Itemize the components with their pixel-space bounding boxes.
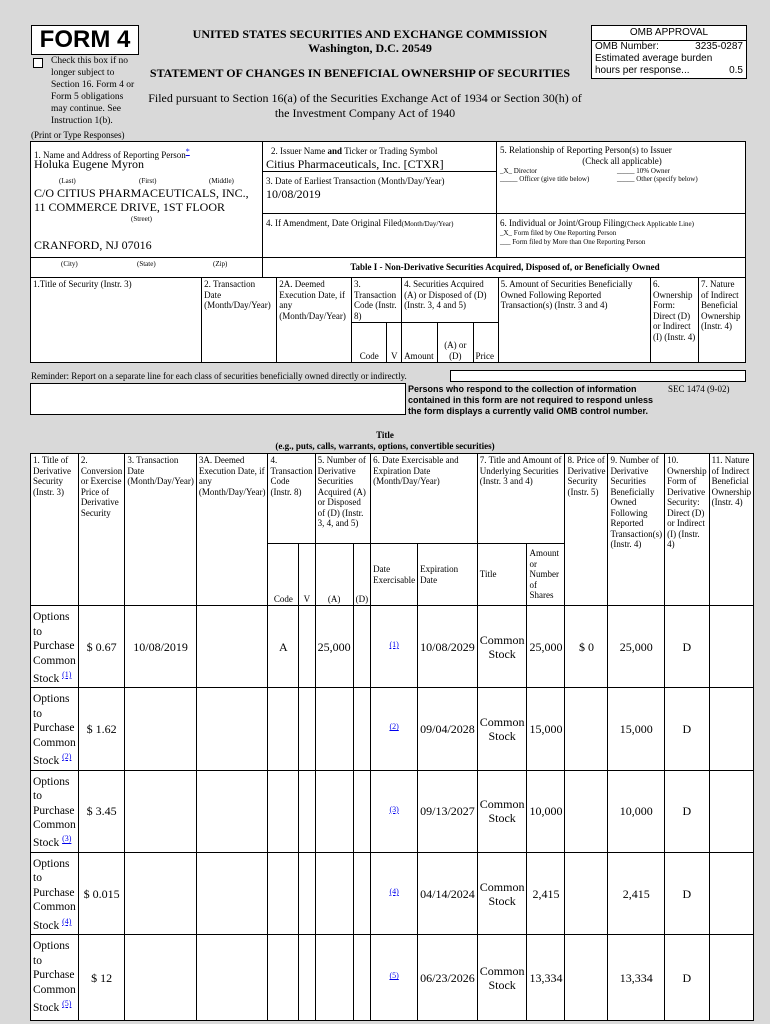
underlying-title: Common Stock xyxy=(479,797,525,826)
conversion-price: $ 0.015 xyxy=(83,886,120,901)
t2-form-cell xyxy=(665,935,710,1021)
director-check: _X_ Director xyxy=(500,167,538,175)
form-title: FORM 4 xyxy=(31,25,139,55)
t2-date xyxy=(125,935,197,1021)
last-caption: (Last) xyxy=(59,177,76,185)
t2-owned-cell xyxy=(608,935,665,1021)
table-row xyxy=(31,852,754,934)
t2-exp-cell xyxy=(418,852,478,934)
t2-owned-cell xyxy=(608,770,665,852)
t2-title-cell xyxy=(477,852,527,934)
t2-code-cell xyxy=(268,770,299,852)
t2-h7: 7. Title and Amount of Underlying Securities (Instr. 3 and 4) xyxy=(477,454,565,544)
t1-h6: 6. Ownership Form: Direct (D) or Indirect (I) (Instr. 4) xyxy=(650,278,698,363)
t2-form-cell xyxy=(665,606,710,688)
t2-p8-cell xyxy=(565,935,608,1021)
officer-check: _____ Officer (give title below) xyxy=(500,175,590,183)
relationship-box xyxy=(496,141,746,214)
t2-deemed xyxy=(196,935,268,1021)
box1-label: 1. Name and Address of Reporting Person xyxy=(34,150,186,160)
box5-label: 5. Relationship of Reporting Person(s) to Issuer xyxy=(500,145,672,155)
table2 xyxy=(30,453,754,1021)
derivative-price: $ 0 xyxy=(578,639,594,654)
t2-expiration: Expiration Date xyxy=(418,544,478,606)
other-check: _____ Other (specify below) xyxy=(617,175,698,183)
t2-p8-cell xyxy=(565,770,608,852)
t2-h9: 9. Number of Derivative Securities Beneficially Owned Following Reported Transaction(s) (Instr. 4) xyxy=(608,454,665,606)
omb-hours-label: hours per response... xyxy=(595,65,690,76)
t2-exercisable-cell xyxy=(371,606,418,688)
table2-title: Title xyxy=(376,430,394,440)
t2-nature-cell xyxy=(709,770,753,852)
t2-security xyxy=(31,606,79,688)
omb-number-label: OMB Number: xyxy=(595,41,659,52)
t2-price xyxy=(78,688,125,770)
t2-exercisable-cell xyxy=(371,770,418,852)
conversion-price: $ 3.45 xyxy=(86,804,117,819)
t2-code-cell xyxy=(268,606,299,688)
footnote-link[interactable]: (5) xyxy=(62,999,72,1009)
t2-date xyxy=(125,852,197,934)
footnote-link[interactable]: (1) xyxy=(62,670,72,679)
owned-following: 2,415 xyxy=(622,886,650,901)
agency-name: UNITED STATES SECURITIES AND EXCHANGE COMMISSION xyxy=(192,27,548,41)
table-row xyxy=(31,935,754,1021)
t2-title-cell xyxy=(477,770,527,852)
t1-amount: Amount xyxy=(402,323,438,363)
exercisable-footnote[interactable]: (1) xyxy=(389,640,399,650)
t2-deemed xyxy=(196,770,268,852)
persons-respond-note: Persons who respond to the collection of information contained in this form are not required to respond unless the form displays a currently valid OMB control number. xyxy=(408,384,654,416)
t2-h3: 3. Transaction Date (Month/Day/Year) xyxy=(125,454,197,606)
t2-v-cell xyxy=(299,770,315,852)
t2-h11: 11. Nature of Indirect Beneficial Ownership (Instr. 4) xyxy=(709,454,753,606)
t2-price xyxy=(78,606,125,688)
t2-a-cell xyxy=(315,852,353,934)
sec-form-number: SEC 1474 (9-02) xyxy=(668,384,730,394)
t2-v-cell xyxy=(299,606,315,688)
omb-burden-label: Estimated average burden xyxy=(595,53,713,64)
t2-d-cell xyxy=(353,770,371,852)
filing-type-box xyxy=(496,213,746,258)
omb-number-value: 3235-0287 xyxy=(695,41,743,52)
box3-label: 3. Date of Earliest Transaction (Month/Day/Year) xyxy=(266,176,445,186)
underlying-amount: 15,000 xyxy=(529,721,563,736)
t2-form-cell xyxy=(665,688,710,770)
t2-v-cell xyxy=(299,688,315,770)
city-caption: (City) xyxy=(61,260,78,268)
t2-a-cell xyxy=(315,935,353,1021)
security-title: Options to Purchase Common Stock xyxy=(33,940,76,1015)
t2-nature-cell xyxy=(709,852,753,934)
t2-title-cell xyxy=(477,688,527,770)
t2-h6: 6. Date Exercisable and Expiration Date (Month/Day/Year) xyxy=(371,454,478,544)
one-reporting-person: _X_ Form filed by One Reporting Person xyxy=(500,229,617,237)
expiration-date: 06/23/2026 xyxy=(420,970,475,985)
owned-following: 13,334 xyxy=(619,970,653,985)
t1-h1: 1.Title of Security (Instr. 3) xyxy=(31,278,202,363)
t2-deemed xyxy=(196,852,268,934)
t1-h5: 5. Amount of Securities Beneficially Owned Following Reported Transaction(s) (Instr. 3 and 4) xyxy=(498,278,650,363)
t2-exp-cell xyxy=(418,606,478,688)
t2-owned-cell xyxy=(608,852,665,934)
expiration-date: 09/13/2027 xyxy=(420,804,475,819)
box6-label-small: (Check Applicable Line) xyxy=(624,220,694,228)
owned-following: 10,000 xyxy=(619,804,653,819)
t2-h2: 2. Conversion or Exercise Price of Derivative Security xyxy=(78,454,125,606)
t2-deemed xyxy=(196,688,268,770)
t2-code-cell xyxy=(268,935,299,1021)
box5-sub: (Check all applicable) xyxy=(582,156,662,166)
t2-nature-cell xyxy=(709,688,753,770)
conversion-price: $ 1.62 xyxy=(86,721,117,736)
table-row xyxy=(31,606,754,688)
t2-price xyxy=(78,852,125,934)
ownership-form: D xyxy=(682,721,692,736)
box2-label-pre: 2. Issuer Name xyxy=(271,146,328,156)
t2-a: (A) xyxy=(315,544,353,606)
exercisable-footnote[interactable]: (2) xyxy=(389,722,399,732)
earliest-transaction-date: 10/08/2019 xyxy=(266,187,321,201)
t2-exp-cell xyxy=(418,935,478,1021)
t2-price xyxy=(78,935,125,1021)
t2-code: Code xyxy=(268,544,299,606)
t2-form-cell xyxy=(665,852,710,934)
t2-amount-shares: Amount or Number of Shares xyxy=(527,544,565,606)
reporting-person-name: Holuka Eugene Myron xyxy=(34,157,144,171)
t2-date xyxy=(125,688,197,770)
t2-h8: 8. Price of Derivative Security (Instr. 5) xyxy=(565,454,608,606)
owned-following: 25,000 xyxy=(619,639,653,654)
t1-h4: 4. Securities Acquired (A) or Disposed of (D) (Instr. 3, 4 and 5) xyxy=(402,278,499,323)
middle-caption: (Middle) xyxy=(209,177,234,185)
reminder-blank-box xyxy=(450,370,746,382)
table1-title: Table I - Non-Derivative Securities Acquired, Disposed of, or Beneficially Owned xyxy=(350,262,660,272)
no-longer-subject-checkbox[interactable] xyxy=(33,58,43,68)
t2-date xyxy=(125,770,197,852)
ownership-form: D xyxy=(682,886,692,901)
security-title: Options to Purchase Common Stock xyxy=(33,857,76,932)
box4-label: 4. If Amendment, Date Original Filed xyxy=(266,218,402,228)
table1-title-box xyxy=(262,257,746,278)
table-row xyxy=(31,688,754,770)
underlying-title: Common Stock xyxy=(479,963,525,992)
box4-label-small: (Month/Day/Year) xyxy=(401,220,454,228)
t2-amount-cell xyxy=(527,688,565,770)
checkbox-text: Check this box if no longer subject to Section 16. Form 4 or Form 5 obligations may continue. See Instruction 1(b). xyxy=(51,56,135,126)
t2-exp-cell xyxy=(418,770,478,852)
agency-location: Washington, D.C. 20549 xyxy=(308,41,432,55)
t2-a-cell xyxy=(315,606,353,688)
t2-d-cell xyxy=(353,935,371,1021)
t2-title-cell xyxy=(477,606,527,688)
street-caption: (Street) xyxy=(131,215,152,223)
expiration-date: 09/04/2028 xyxy=(420,721,475,736)
t2-form-cell xyxy=(665,770,710,852)
transaction-code: A xyxy=(279,639,288,654)
conversion-price: $ 0.67 xyxy=(86,639,117,654)
box2-label-and: and xyxy=(327,146,342,156)
reminder-note: Reminder: Report on a separate line for each class of securities beneficially owned directly or indirectly. xyxy=(31,371,407,381)
ownership-form: D xyxy=(682,804,692,819)
amendment-box xyxy=(262,213,497,258)
signature-blank-box xyxy=(30,383,406,415)
t1-h2a: 2A. Deemed Execution Date, if any (Month/Day/Year) xyxy=(277,278,352,363)
table-row xyxy=(31,770,754,852)
t2-p8-cell xyxy=(565,688,608,770)
t2-d: (D) xyxy=(353,544,371,606)
omb-title: OMB APPROVAL xyxy=(592,26,746,41)
underlying-amount: 10,000 xyxy=(529,804,563,819)
t2-security xyxy=(31,935,79,1021)
t2-h10: 10. Ownership Form of Derivative Security: Direct (D) or Indirect (I) (Instr. 4) xyxy=(665,454,710,606)
t2-a-cell xyxy=(315,688,353,770)
t2-deemed xyxy=(196,606,268,688)
earliest-transaction-box xyxy=(262,171,497,214)
security-title: Options to Purchase Common Stock xyxy=(33,693,76,768)
table2-subtitle: (e.g., puts, calls, warrants, options, convertible securities) xyxy=(275,441,495,451)
underlying-amount: 2,415 xyxy=(532,886,560,901)
t1-h7: 7. Nature of Indirect Beneficial Ownership (Instr. 4) xyxy=(698,278,745,363)
t1-price: Price xyxy=(473,323,498,363)
t2-code-cell xyxy=(268,688,299,770)
t2-owned-cell xyxy=(608,606,665,688)
footnote-link[interactable]: (3) xyxy=(62,834,72,844)
underlying-amount: 13,334 xyxy=(529,970,563,985)
t2-nature-cell xyxy=(709,935,753,1021)
footnote-link[interactable]: (4) xyxy=(62,916,72,926)
underlying-title: Common Stock xyxy=(479,632,525,661)
t2-security xyxy=(31,770,79,852)
ownership-form: D xyxy=(682,970,692,985)
omb-approval-box xyxy=(591,25,747,79)
t1-h3: 3. Transaction Code (Instr. 8) xyxy=(351,278,401,323)
filed-pursuant: Filed pursuant to Section 16(a) of the Securities Exchange Act of 1934 or Section 30(h) of the Investment Company Act of 1940 xyxy=(148,91,582,120)
print-type-note: (Print or Type Responses) xyxy=(31,130,125,140)
owned-following: 15,000 xyxy=(619,721,653,736)
t2-security xyxy=(31,852,79,934)
exercisable-footnote[interactable]: (4) xyxy=(389,887,399,897)
t1-code: Code xyxy=(351,323,386,363)
ownership-form: D xyxy=(682,639,692,654)
zip-caption: (Zip) xyxy=(213,260,228,268)
conversion-price: $ 12 xyxy=(91,970,113,985)
statement-title: STATEMENT OF CHANGES IN BENEFICIAL OWNERSHIP OF SECURITIES xyxy=(149,66,571,80)
ten-percent-owner-check: _____ 10% Owner xyxy=(617,167,670,175)
security-title: Options to Purchase Common Stock xyxy=(33,611,76,685)
box2-label-post: Ticker or Trading Symbol xyxy=(342,146,438,156)
t2-exp-cell xyxy=(418,688,478,770)
t2-d-cell xyxy=(353,606,371,688)
omb-hours-value: 0.5 xyxy=(729,65,743,76)
underlying-title: Common Stock xyxy=(479,879,525,908)
t2-exercisable-cell xyxy=(371,852,418,934)
reporting-person-box xyxy=(30,141,263,258)
t2-title-cell xyxy=(477,935,527,1021)
t2-p8-cell xyxy=(565,606,608,688)
underlying-title: Common Stock xyxy=(479,714,525,743)
t2-v-cell xyxy=(299,935,315,1021)
t2-owned-cell xyxy=(608,688,665,770)
t2-p8-cell xyxy=(565,852,608,934)
t2-amount-cell xyxy=(527,852,565,934)
underlying-amount: 25,000 xyxy=(529,639,563,654)
t2-amount-cell xyxy=(527,606,565,688)
transaction-date: 10/08/2019 xyxy=(133,639,188,654)
t2-amount-cell xyxy=(527,770,565,852)
issuer-name: Citius Pharmaceuticals, Inc. [CTXR] xyxy=(266,157,444,171)
city-line: CRANFORD, NJ 07016 xyxy=(34,238,152,252)
t2-d-cell xyxy=(353,688,371,770)
expiration-date: 10/08/2029 xyxy=(420,639,475,654)
security-title: Options to Purchase Common Stock xyxy=(33,775,76,850)
t2-a-cell xyxy=(315,770,353,852)
more-reporting-persons: ___ Form filed by More than One Reporting Person xyxy=(500,238,646,246)
t2-d-cell xyxy=(353,852,371,934)
t2-price xyxy=(78,770,125,852)
box6-label: 6. Individual or Joint/Group Filing xyxy=(500,218,625,228)
t2-v-cell xyxy=(299,852,315,934)
city-state-zip-row xyxy=(30,257,263,278)
t2-h1: 1. Title of Derivative Security (Instr. 3) xyxy=(31,454,79,606)
t2-h4: 4. Transaction Code (Instr. 8) xyxy=(268,454,315,544)
t2-security xyxy=(31,688,79,770)
t2-date-exercisable: Date Exercisable xyxy=(371,544,418,606)
t1-aord: (A) or (D) xyxy=(438,323,473,363)
issuer-box xyxy=(262,141,497,172)
t2-title: Title xyxy=(477,544,527,606)
table2-title-block xyxy=(100,430,670,452)
first-caption: (First) xyxy=(139,177,157,185)
t2-code-cell xyxy=(268,852,299,934)
t1-h2: 2. Transaction Date (Month/Day/Year) xyxy=(202,278,277,363)
t2-date xyxy=(125,606,197,688)
t2-amount-cell xyxy=(527,935,565,1021)
t2-exercisable-cell xyxy=(371,688,418,770)
exercisable-footnote[interactable]: (3) xyxy=(389,804,399,814)
t2-exercisable-cell xyxy=(371,935,418,1021)
exercisable-footnote[interactable]: (5) xyxy=(389,971,399,981)
t2-h3a: 3A. Deemed Execution Date, if any (Month/Day/Year) xyxy=(196,454,268,606)
t1-v: V xyxy=(387,323,402,363)
footnote-link[interactable]: (2) xyxy=(62,752,72,762)
acquired-a: 25,000 xyxy=(317,639,351,654)
table1 xyxy=(30,277,746,363)
box1-star-link[interactable]: * xyxy=(185,147,190,156)
expiration-date: 04/14/2024 xyxy=(420,886,475,901)
reporting-person-address: C/O CITIUS PHARMACEUTICALS, INC., 11 COMMERCE DRIVE, 1ST FLOOR xyxy=(34,186,249,214)
t2-nature-cell xyxy=(709,606,753,688)
state-caption: (State) xyxy=(137,260,156,268)
t2-h5: 5. Number of Derivative Securities Acquired (A) or Disposed of (D) (Instr. 3, 4, and 5) xyxy=(315,454,371,544)
t2-v: V xyxy=(299,544,315,606)
